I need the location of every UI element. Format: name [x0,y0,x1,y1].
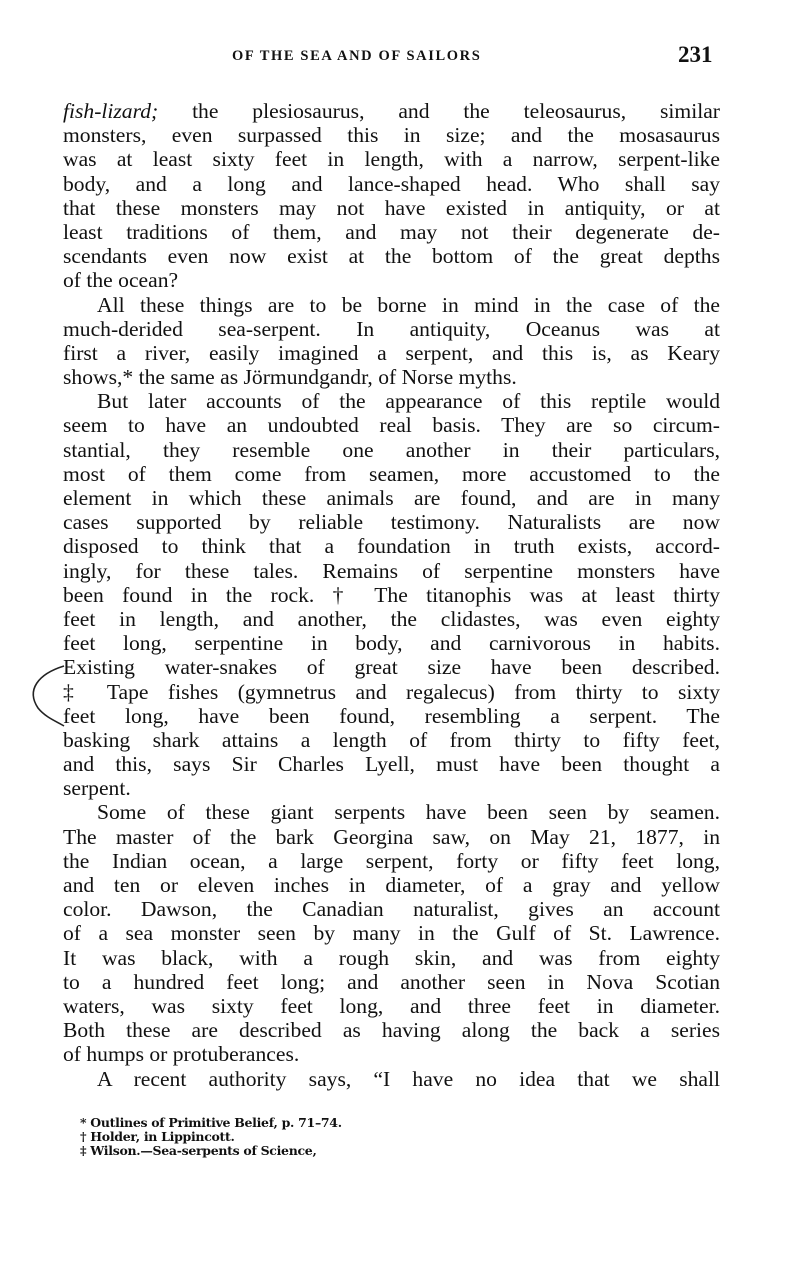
text-line [63,293,720,317]
line-text: of humps or protuberances. [63,1042,300,1067]
line-text: stantial, they resemble one another in their particulars, [63,437,720,462]
text-line [63,776,720,800]
text-line [63,365,720,389]
text-line [63,486,720,510]
line-text: scendants even now exist at the bottom of the great depths [63,244,720,269]
text-line [63,389,720,413]
text-line [63,413,720,437]
line-text: serpent. [63,776,131,801]
line-text: ingly, for these tales. Remains of serpentine monsters have [63,558,720,583]
text-line [63,559,720,583]
text-line [63,341,720,365]
footnote: * Outlines of Primitive Belief, p. 71–74. [80,1115,342,1130]
text-line [63,994,720,1018]
text-line [63,849,720,873]
line-text: of a sea monster seen by many in the Gulf of St. Lawrence. [63,921,720,946]
italic-term: fish-lizard; [63,99,159,123]
line-text: the plesiosaurus, and the teleosaurus, similar [192,99,720,123]
line-text: of the ocean? [63,268,179,293]
text-line [63,728,720,752]
line-text: least traditions of them, and may not their degenerate de- [63,219,720,244]
line-text: first a river, easily imagined a serpent, and this is, as Keary [63,340,720,365]
line-text: The master of the bark Georgina saw, on May 21, 1877, in [63,824,720,849]
text-line [63,462,720,486]
line-text: most of them come from seamen, more accustomed to the [63,461,720,486]
text-line [63,534,720,558]
line-text: But later accounts of the appearance of this reptile would [97,389,720,414]
text-line [63,921,720,945]
text-line [63,438,720,462]
line-text: shows,* the same as Jörmundgandr, of Norse myths. [63,365,517,390]
text-line [63,123,720,147]
line-text: All these things are to be borne in mind in the case of the [97,292,720,317]
line-text: and ten or eleven inches in diameter, of a gray and yellow [63,873,720,897]
text-line [63,946,720,970]
line-text: element in which these animals are found, and are in many [63,486,720,510]
line-text: monsters, even surpassed this in size; and the mosasaurus [63,123,720,148]
line-text: feet long, have been found, resembling a serpent. The [63,703,720,728]
text-line [63,172,720,196]
line-text: basking shark attains a length of from thirty to fifty feet, [63,727,720,752]
page-number: 231 [678,42,713,67]
line-text: much-derided sea-serpent. In antiquity, Oceanus was at [63,316,720,341]
line-text: that these monsters may not have existed in antiquity, or at [63,195,720,220]
text-line [63,1042,720,1066]
line-text: seem to have an undoubted real basis. They are so circum- [63,413,720,438]
line-text: and this, says Sir Charles Lyell, must have been thought a [63,752,720,777]
line-text: disposed to think that a foundation in truth exists, accord- [63,534,720,559]
text-line [63,873,720,897]
text-line [63,220,720,244]
page-body [63,99,720,1091]
text-line [63,583,720,607]
text-line [63,196,720,220]
line-text: Existing water-snakes of great size have been described. [63,655,720,680]
text-line [63,1018,720,1042]
line-text: color. Dawson, the Canadian naturalist, gives an account [63,897,720,922]
text-line [63,607,720,631]
text-line [63,1067,720,1091]
line-text: cases supported by reliable testimony. Naturalists are now [63,510,720,535]
text-line [63,99,720,123]
line-text: feet long, serpentine in body, and carnivorous in habits. [63,631,720,656]
text-line [63,317,720,341]
line-text: feet in length, and another, the clidastes, was even eighty [63,606,720,631]
line-text: ‡ Tape fishes (gymnetrus and regalecus) from thirty to sixty [63,679,720,704]
line-text: was at least sixty feet in length, with a narrow, serpent-like [63,147,720,172]
text-line [63,268,720,292]
line-text: been found in the rock. † The titanophis was at least thirty [63,582,720,607]
text-line [63,244,720,268]
line-text: A recent authority says, “I have no idea that we shall [97,1066,720,1091]
footnote: ‡ Wilson.—Sea-serpents of Science, [80,1143,317,1158]
text-line [63,800,720,824]
line-text: waters, was sixty feet long, and three feet in diameter. [63,993,720,1018]
text-line [63,897,720,921]
footnote: † Holder, in Lippincott. [80,1129,235,1144]
line-text: Some of these giant serpents have been seen by seamen. [97,800,720,825]
text-line [63,752,720,776]
line-text: the Indian ocean, a large serpent, forty or fifty feet long, [63,848,720,873]
text-line [63,825,720,849]
text-line [63,704,720,728]
text-line [63,680,720,704]
footnotes [80,1116,342,1158]
text-line [63,147,720,171]
running-head: OF THE SEA AND OF SAILORS [232,48,482,64]
pencil-bracket-mark [18,660,68,740]
text-line [63,631,720,655]
line-text: body, and a long and lance-shaped head. Who shall say [63,171,720,196]
text-line [63,510,720,534]
line-text: It was black, with a rough skin, and was from eighty [63,945,720,970]
line-text: to a hundred feet long; and another seen in Nova Scotian [63,969,720,994]
text-line [63,970,720,994]
text-line [63,655,720,679]
line-text: Both these are described as having along the back a series [63,1018,720,1043]
